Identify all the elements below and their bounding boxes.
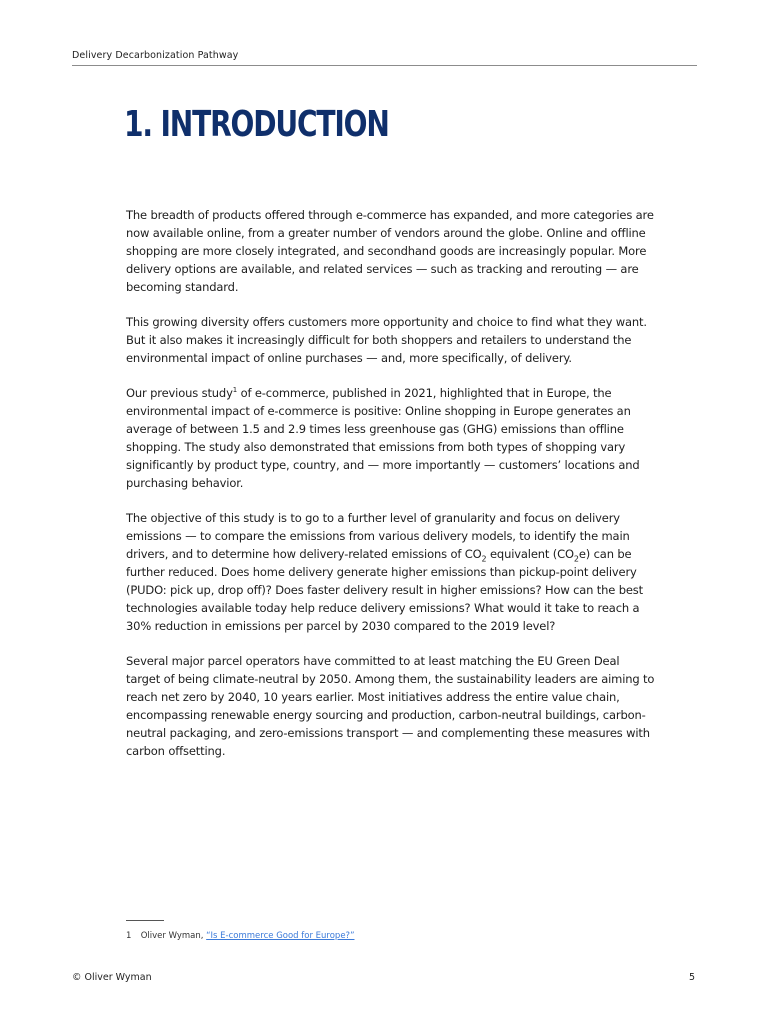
footnote-number: 1 (126, 931, 132, 941)
paragraph-4 (126, 509, 656, 635)
paragraph-4-part-a: The objective of this study is to go to a further level of granularity and focus on delivery emissions — to compare the emissions from various delivery models, to identify the main drivers, and to determine how delivery-related emissions of CO (126, 511, 630, 561)
footer-copyright: © Oliver Wyman (72, 972, 152, 983)
paragraph-3-rest: of e-commerce, published in 2021, highlighted that in Europe, the environmental impact of e-commerce is positive: Online shopping in Europe generates an average of between 1.5 and 2.9 times less greenhouse gas (GHG) emissions than offline shopping. The study also demonstrated that emissions from both types of shopping vary significantly by product type, country, and — more importantly — customers’ locations and purchasing behavior. (126, 386, 640, 490)
footnote (126, 931, 354, 941)
running-header: Delivery Decarbonization Pathway (72, 50, 239, 61)
paragraph-4-part-b: equivalent (CO (486, 547, 574, 561)
paragraph-2: This growing diversity offers customers more opportunity and choice to find what they want. But it also makes it increasingly difficult for both shoppers and retailers to understand the environmental impact of online purchases — and, more specifically, of delivery. (126, 315, 647, 365)
paragraph-4-part-c: e) can be further reduced. Does home delivery generate higher emissions than pickup-point delivery (PUDO: pick up, drop off)? Does faster delivery result in higher emissions? How can the best technologies available today help reduce delivery emissions? What would it take to reach a 30% reduction in emissions per parcel by 2030 compared to the 2019 level? (126, 547, 644, 633)
footnote-link[interactable]: “Is E-commerce Good for Europe?” (206, 931, 355, 941)
footnote-source: Oliver Wyman, (140, 931, 207, 941)
footnote-reference: 1 (232, 386, 238, 395)
paragraph-5: Several major parcel operators have committed to at least matching the EU Green Deal target of being climate-neutral by 2050. Among them, the sustainability leaders are aiming to reach net zero by 2040, 10 years earlier. Most initiatives address the entire value chain, encompassing renewable energy sourcing and production, carbon-neutral buildings, carbon-neutral packaging, and zero-emissions transport — and complementing these measures with carbon offsetting. (126, 654, 655, 758)
paragraph-1: The breadth of products offered through e-commerce has expanded, and more categories are now available online, from a greater number of vendors around the globe. Online and offline shopping are more closely integrated, and secondhand goods are increasingly popular. More delivery options are available, and related services — such as tracking and rerouting — are becoming standard. (126, 208, 654, 294)
page-number: 5 (689, 972, 696, 983)
co2-subscript: 2 (481, 554, 487, 564)
section-title: 1. INTRODUCTION (124, 104, 389, 145)
body-text (126, 206, 656, 777)
co2e-subscript: 2 (573, 554, 579, 564)
paragraph-3 (126, 384, 656, 492)
paragraph-3-lead: Our previous study (126, 386, 233, 400)
footnote-divider (126, 920, 164, 921)
header-divider (72, 65, 697, 66)
